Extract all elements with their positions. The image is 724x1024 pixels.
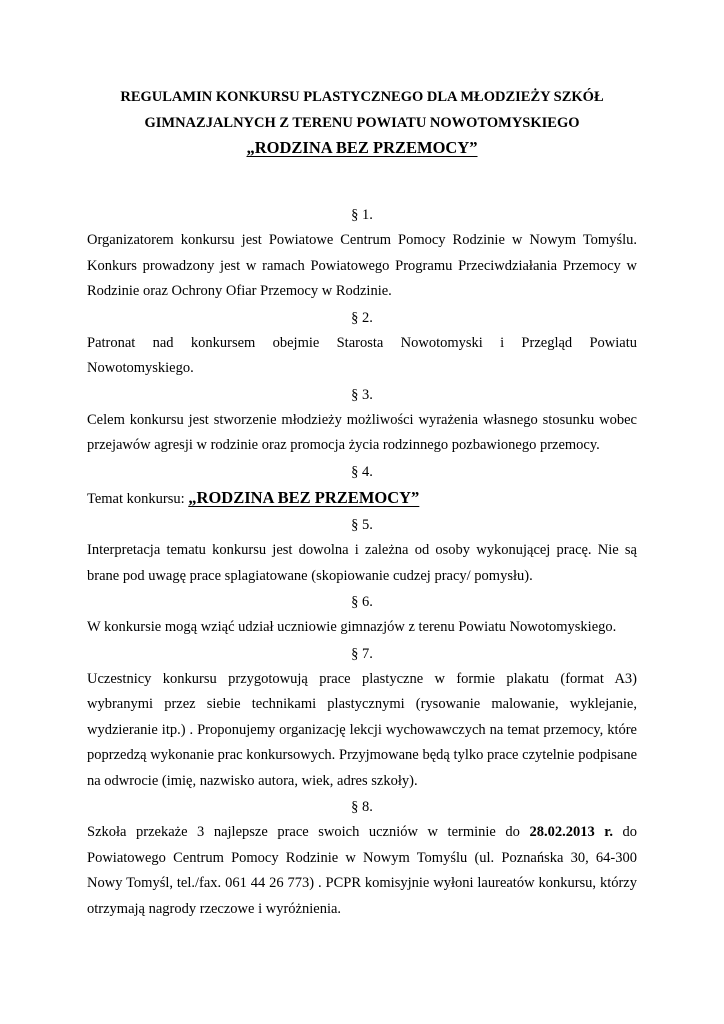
section-number: § 4. xyxy=(351,463,373,480)
deadline-text-before: Szkoła przekaże 3 najlepsze prace swoich uczniów w terminie do xyxy=(87,824,530,840)
document-title-line-2: GIMNAZJALNYCH Z TERENU POWIATU NOWOTOMYSKIEGO xyxy=(144,115,580,131)
document-title-line-1: REGULAMIN KONKURSU PLASTYCZNEGO DLA MŁODZIEŻY SZKÓŁ xyxy=(120,89,604,105)
deadline-date: 28.02.2013 r. xyxy=(529,824,613,840)
deadline-text-after: do Powiatowego Centrum Pomocy Rodzinie w Nowym Tomyślu (ul. Poznańska 30, 64-300 Nowy Tomyśl, tel./fax. 061 44 26 773) . PCPR komisyjnie wyłoni laureatów konkursu, którzy otrzymają nagrody rzeczowe i wyróżnienia. xyxy=(87,824,638,917)
section-number: § 7. xyxy=(351,645,373,662)
section-number: § 1. xyxy=(351,207,373,223)
section-text: Uczestnicy konkursu przygotowują prace plastyczne w formie plakatu (format A3) wybranymi przez siebie technikami plastycznymi (rysowanie malowanie, wyklejanie, wydzieranie itp.) . Proponujemy organizację lekcji wychowawczych na temat przemocy, które poprzedzą wykonanie prac konkursowych. Przyjmowane będą tylko prace czytelnie podpisane na odwrocie (imię, nazwisko autora, wiek, adres szkoły). xyxy=(87,670,637,789)
section-text: Interpretacja tematu konkursu jest dowolna i zależna od osoby wykonującej pracę. Nie są brane pod uwagę prace splagiatowane (skopiowanie cudzej pracy/ pomysłu). xyxy=(87,542,637,584)
topic-title: „RODZINA BEZ PRZEMOCY” xyxy=(188,487,420,507)
section-text: Celem konkursu jest stworzenie młodzieży możliwości wyrażenia własnego stosunku wobec przejawów agresji w rodzinie oraz promocja życia rodzinnego pozbawionego przemocy. xyxy=(87,411,637,453)
section-text: Organizatorem konkursu jest Powiatowe Centrum Pomocy Rodzinie w Nowym Tomyślu. Konkurs prowadzony jest w ramach Powiatowego Programu Przeciwdziałania Przemocy w Rodzinie oraz Ochrony Ofiar Przemocy w Rodzinie. xyxy=(87,232,637,299)
section-text: Patronat nad konkursem obejmie Starosta Nowotomyski i Przegląd Powiatu Nowotomyskiego. xyxy=(87,334,637,376)
topic-label: Temat konkursu: xyxy=(87,490,189,507)
section-text xyxy=(87,485,637,513)
section-number: § 3. xyxy=(351,386,373,403)
section-number: § 6. xyxy=(351,594,373,610)
section-text: W konkursie mogą wziąć udział uczniowie gimnazjów z terenu Powiatu Nowotomyskiego. xyxy=(87,619,617,635)
document-page xyxy=(87,84,637,922)
contest-title: „RODZINA BEZ PRZEMOCY” xyxy=(246,138,478,157)
section-number: § 5. xyxy=(351,517,373,533)
section-text xyxy=(87,820,637,922)
section-number: § 2. xyxy=(351,309,373,326)
section-number: § 8. xyxy=(351,799,373,815)
